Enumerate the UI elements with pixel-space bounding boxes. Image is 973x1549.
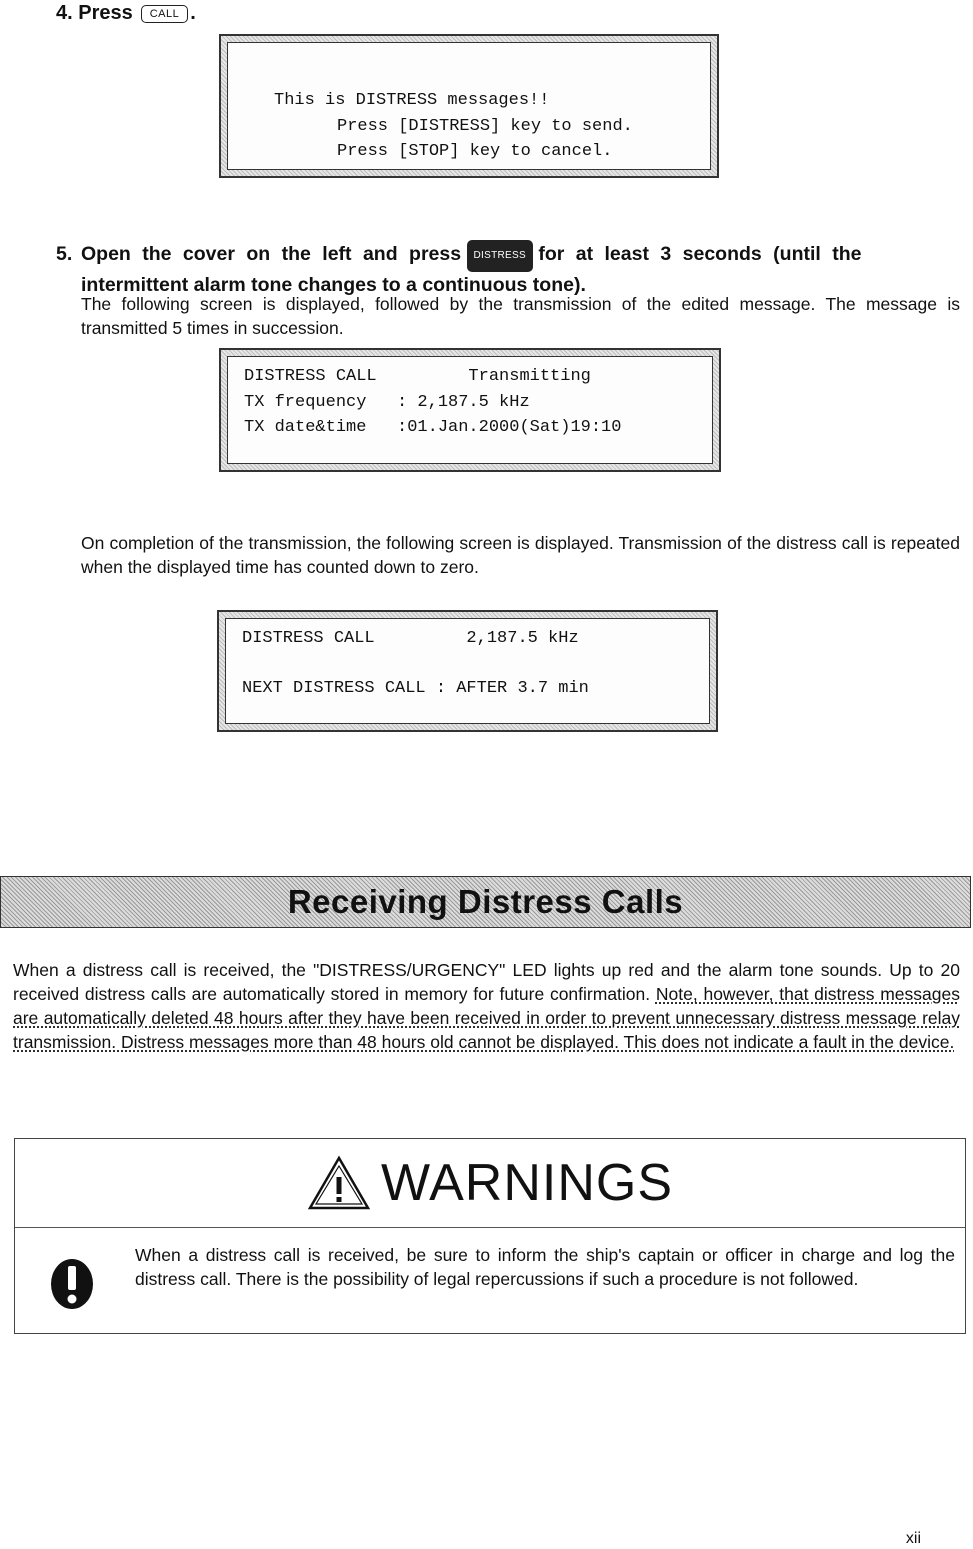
lcd-line: Press [STOP] key to cancel. bbox=[337, 142, 613, 161]
warnings-title: WARNINGS bbox=[380, 1154, 674, 1212]
lcd-line: DISTRESS CALL 2,187.5 kHz bbox=[242, 629, 579, 648]
lcd-display bbox=[227, 42, 711, 170]
warning-triangle-icon bbox=[307, 1155, 371, 1211]
step-5-heading-a: Open the cover on the left and press bbox=[81, 243, 462, 265]
completion-text: On completion of the transmission, the following screen is displayed. Transmission of the distress call is repeated when the displayed time has counted down to zero. bbox=[81, 533, 960, 577]
lcd-screen-transmitting bbox=[219, 348, 721, 472]
lcd-line: This is DISTRESS messages!! bbox=[274, 91, 550, 110]
distress-key: DISTRESS bbox=[467, 240, 533, 272]
warnings-header bbox=[15, 1139, 965, 1228]
step-4-label: 4. Press bbox=[56, 2, 133, 24]
lcd-screen-confirm bbox=[219, 34, 719, 178]
step-4-period: . bbox=[190, 2, 196, 24]
lcd-line: TX date&time :01.Jan.2000(Sat)19:10 bbox=[244, 418, 622, 437]
section-banner bbox=[0, 876, 971, 928]
lcd-display bbox=[225, 618, 710, 724]
receiving-paragraph: When a distress call is received, the "DISTRESS/URGENCY" LED lights up red and the alarm tone sounds. Up to 20 received distress calls are automatically stored in memory for future confirmation. bbox=[13, 960, 960, 1004]
warnings-box bbox=[14, 1138, 966, 1334]
page-number: xii bbox=[905, 1530, 921, 1547]
step-5-heading-c: intermittent alarm tone changes to a continuous tone). bbox=[81, 274, 586, 296]
lcd-line: TX frequency : 2,187.5 kHz bbox=[244, 393, 530, 412]
call-key: CALL bbox=[141, 5, 189, 23]
receiving-text bbox=[13, 958, 960, 1054]
exclamation-circle-icon bbox=[49, 1257, 95, 1311]
lcd-display bbox=[227, 356, 713, 464]
lcd-line: DISTRESS CALL Transmitting bbox=[244, 367, 591, 386]
lcd-screen-next-call bbox=[217, 610, 718, 732]
lcd-line: Press [DISTRESS] key to send. bbox=[337, 117, 633, 136]
section-title: Receiving Distress Calls bbox=[287, 883, 684, 920]
warnings-body: When a distress call is received, be sure to inform the ship's captain or officer in charge and log the distress call. There is the possibility of legal repercussions if such a procedure is not followed. bbox=[135, 1245, 955, 1289]
receiving-note: Note, however, that distress messages are automatically deleted 48 hours after they have been received in order to prevent unnecessary distress message relay transmission. Distress messages more than 48 hours old cannot be displayed. This does not indicate a fault in the device. bbox=[13, 984, 960, 1052]
step-5-number: 5. bbox=[56, 243, 73, 265]
step-5-body: The following screen is displayed, followed by the transmission of the edited message. The message is transmitted 5 times in succession. bbox=[81, 294, 960, 338]
step-5-heading-b: for at least 3 seconds (until the bbox=[538, 243, 862, 265]
step-4 bbox=[56, 2, 196, 25]
step-5-heading bbox=[56, 240, 960, 298]
lcd-line: NEXT DISTRESS CALL : AFTER 3.7 min bbox=[242, 679, 589, 698]
